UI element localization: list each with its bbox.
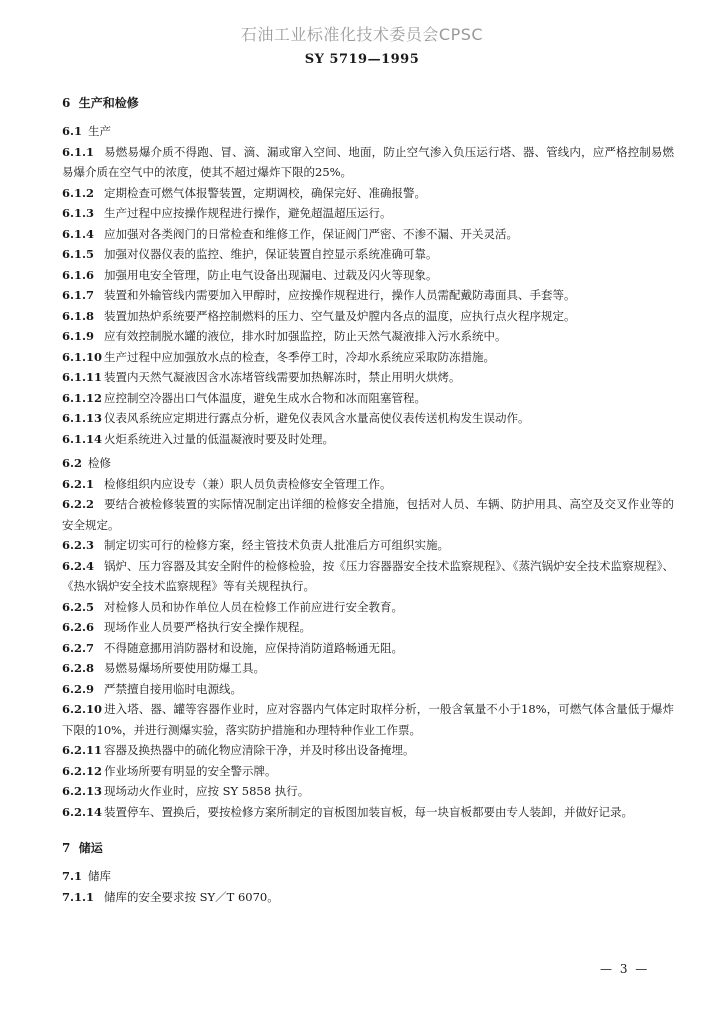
subsection-6-1-heading (62, 121, 674, 142)
clause-text: 应加强对各类阀门的日常检查和维修工作，保证阀门严密、不渗不漏、开关灵活。 (104, 226, 518, 241)
clause-number: 6.2.2 (62, 497, 95, 511)
clause-6-2-10 (62, 699, 674, 740)
clause-text: 锅炉、压力容器及其安全附件的检修检验，按《压力容器器安全技术监察规程》、《蒸汽锅炉安全技术监察规程》、《热水锅炉安全技术监察规程》等有关规程执行。 (62, 558, 674, 593)
clause-number: 6.1.12 (62, 390, 103, 405)
clause-number: 6.1.14 (62, 431, 103, 446)
clause-number: 6.1.3 (62, 206, 95, 220)
clause-text: 生产过程中应加强放水点的检查，冬季停工时，冷却水系统应采取防冻措施。 (104, 349, 495, 364)
clause-number: 6.2.4 (62, 558, 95, 573)
clause-text: 现场作业人员要严格执行安全操作规程。 (104, 620, 311, 634)
clause-6-2-11 (62, 740, 674, 761)
clause-6-1-5 (62, 244, 674, 265)
clause-text: 生产过程中应按操作规程进行操作，避免超温超压运行。 (104, 206, 392, 220)
section-6-number: 6 (62, 96, 71, 110)
clause-number: 6.2.12 (62, 763, 103, 778)
clause-text: 定期检查可燃气体报警装置，定期调校，确保完好、准确报警。 (104, 185, 426, 200)
clause-text: 制定切实可行的检修方案，经主管技术负责人批准后方可组织实施。 (104, 538, 449, 552)
clause-text: 装置加热炉系统要严格控制燃料的压力、空气量及炉膛内各点的温度，应执行点火程序规定。 (104, 308, 576, 323)
clause-7-1-1 (62, 887, 674, 908)
clause-6-1-4 (62, 224, 674, 245)
clause-number: 6.1.9 (62, 329, 95, 343)
clause-number: 7.1.1 (62, 889, 95, 904)
clause-6-1-13 (62, 408, 674, 429)
clause-6-2-8 (62, 658, 674, 679)
clause-number: 6.1.1 (62, 144, 95, 159)
clause-number: 6.1.11 (62, 370, 103, 384)
subsection-label: 检修 (88, 456, 111, 470)
clause-6-2-5 (62, 597, 674, 618)
clause-6-1-2 (62, 183, 674, 204)
clause-number: 6.1.5 (62, 247, 95, 261)
clause-text: 易燃易爆场所要使用防爆工具。 (104, 661, 265, 675)
clause-6-1-1 (62, 142, 674, 183)
clause-text: 不得随意挪用消防器材和设施，应保持消防道路畅通无阻。 (104, 640, 403, 655)
clause-number: 6.2.8 (62, 661, 95, 675)
section-6-heading (62, 95, 674, 111)
clause-6-2-13 (62, 781, 674, 802)
clause-number: 6.1.6 (62, 267, 95, 282)
clause-number: 6.2.9 (62, 681, 95, 696)
clause-text: 装置内天然气凝液因含水冻堵管线需要加热解冻时，禁止用明火烘烤。 (104, 370, 461, 384)
clause-6-2-4 (62, 556, 674, 597)
clause-6-1-6 (62, 265, 674, 286)
clause-number: 6.2.10 (62, 702, 103, 716)
clause-text: 作业场所要有明显的安全警示牌。 (104, 763, 277, 778)
clause-6-2-3 (62, 535, 674, 556)
subsection-label: 储库 (88, 869, 111, 883)
clause-6-2-12 (62, 761, 674, 782)
section-7-number: 7 (62, 841, 71, 855)
clause-text: 容器及换热器中的硫化物应清除干净，并及时移出设备掩埋。 (104, 743, 415, 757)
clause-6-1-3 (62, 203, 674, 224)
clause-text: 装置停车、置换后，要按检修方案所制定的盲板图加装盲板，每一块盲板都要由专人装卸，并做好记录。 (104, 804, 633, 819)
clause-text: 现场动火作业时，应按 SY 5858 执行。 (104, 784, 310, 798)
clause-6-2-6 (62, 617, 674, 638)
clause-number: 6.1.13 (62, 411, 103, 425)
subsection-6-2-heading (62, 453, 674, 474)
clause-number: 6.1.10 (62, 349, 103, 364)
clause-number: 6.2.7 (62, 640, 95, 655)
subsection-7-1-heading (62, 866, 674, 887)
clause-text: 对检修人员和协作单位人员在检修工作前应进行安全教育。 (104, 599, 403, 614)
clause-6-2-7 (62, 638, 674, 659)
clause-text: 加强对仪器仪表的监控、维护，保证装置自控显示系统准确可靠。 (104, 247, 438, 261)
section-7-title: 储运 (78, 841, 103, 855)
clause-6-1-12 (62, 388, 674, 409)
clause-text: 检修组织内应设专（兼）职人员负责检修安全管理工作。 (104, 476, 392, 491)
clause-6-2-14 (62, 802, 674, 823)
clause-text: 应有效控制脱水罐的液位，排水时加强监控，防止天然气凝液排入污水系统中。 (104, 329, 507, 343)
subsection-number: 6.2 (62, 456, 83, 470)
clause-6-1-10 (62, 347, 674, 368)
clause-6-2-2 (62, 494, 674, 535)
clause-number: 6.1.2 (62, 185, 95, 200)
subsection-label: 生产 (88, 124, 111, 138)
section-6-title: 生产和检修 (78, 96, 139, 110)
subsection-number: 6.1 (62, 124, 83, 138)
clause-text: 加强用电安全管理，防止电气设备出现漏电、过载及闪火等现象。 (104, 267, 438, 282)
clause-6-1-14 (62, 429, 674, 450)
clause-text: 应控制空冷器出口气体温度，避免生成水合物和冰而阻塞管程。 (104, 390, 426, 405)
clause-number: 6.2.6 (62, 620, 95, 634)
clause-number: 6.1.8 (62, 308, 95, 323)
subsection-number: 7.1 (62, 869, 83, 883)
standard-number: SY 5719—1995 (304, 52, 420, 67)
clause-number: 6.2.13 (62, 784, 103, 798)
clause-6-2-1 (62, 474, 674, 495)
clause-number: 6.2.5 (62, 599, 95, 614)
clause-number: 6.2.3 (62, 538, 95, 552)
section-7-heading (62, 840, 674, 856)
clause-number: 6.2.11 (62, 743, 103, 757)
clause-text: 易燃易爆介质不得跑、冒、滴、漏或窜入空间、地面，防止空气渗入负压运行塔、器、管线内，应严格控制易燃易爆介质在空气中的浓度，使其不超过爆炸下限的25%。 (62, 144, 674, 179)
clause-6-2-9 (62, 679, 674, 700)
clause-text: 储库的安全要求按 SY／T 6070。 (104, 889, 279, 904)
clause-text: 装置和外输管线内需要加入甲醇时，应按操作规程进行，操作人员需配戴防毒面具、手套等。 (104, 288, 576, 302)
clause-text: 火炬系统进入过量的低温凝液时要及时处理。 (104, 431, 334, 446)
clause-6-1-8 (62, 306, 674, 327)
header-organization: 石油工业标准化技术委员会CPSC (240, 25, 484, 44)
clause-6-1-9 (62, 326, 674, 347)
page-number: — 3 — (600, 962, 650, 976)
clause-number: 6.2.14 (62, 804, 103, 819)
clause-text: 仪表风系统应定期进行露点分析，避免仪表风含水量高使仪表传送机构发生误动作。 (104, 411, 530, 425)
clause-number: 6.1.4 (62, 226, 95, 241)
clause-number: 6.2.1 (62, 476, 95, 491)
clause-text: 进入塔、器、罐等容器作业时，应对容器内气体定时取样分析，一般含氧量不小于18%，可燃气体含量低于爆炸下限的10%，并进行测爆实验，落实防护措施和办理特种作业工作票。 (62, 702, 674, 737)
clause-number: 6.1.7 (62, 288, 95, 302)
clause-6-1-11 (62, 367, 674, 388)
document-body (62, 95, 674, 907)
clause-6-1-7 (62, 285, 674, 306)
clause-text: 要结合被检修装置的实际情况制定出详细的检修安全措施，包括对人员、车辆、防护用具、高空及交叉作业等的安全规定。 (62, 497, 674, 532)
clause-text: 严禁擅自接用临时电源线。 (104, 681, 242, 696)
